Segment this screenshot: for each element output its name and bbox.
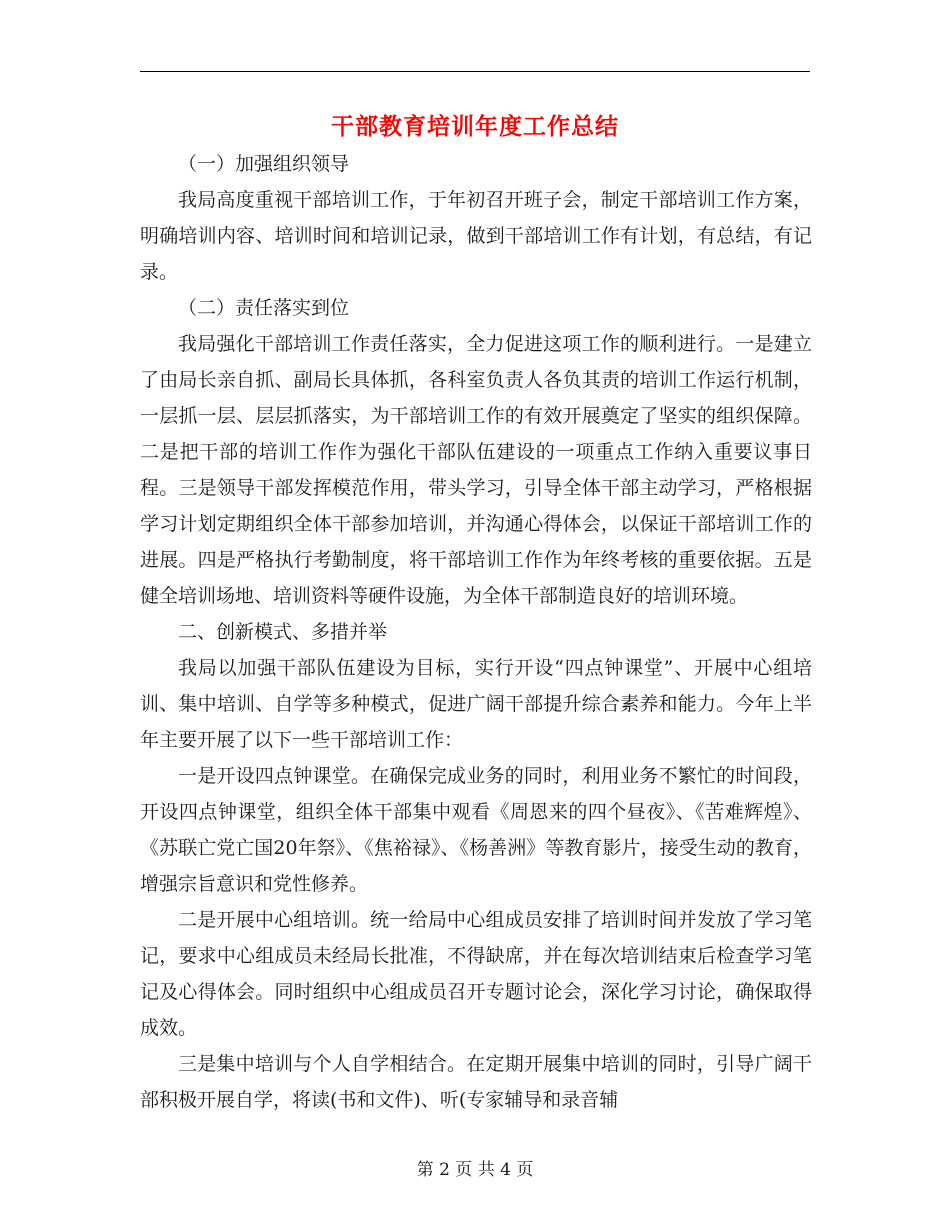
section-heading-2: （二）责任落实到位 — [178, 297, 350, 319]
section-heading-1: （一）加强组织领导 — [178, 153, 350, 175]
paragraph: 我局强化干部培训工作责任落实，全力促进这项工作的顺利进行。一是建立了由局长亲自抓、副局长具体抓，各科室负责人各负其责的培训工作运行机制，一层抓一层、层层抓落实，为干部培训工作的有效开展奠定了坚实的组织保障。二是把干部的培训工作作为强化干部队伍建设的一项重点工作纳入重要议事日程。三是领导干部发挥模范作用，带头学习，引导全体干部主动学习，严格根据学习计划定期组织全体干部参加培训，并沟通心得体会，以保证干部培训工作的进展。四是严格执行考勤制度，将干部培训工作作为年终考核的重要依据。五是健全培训场地、培训资料等硬件设施，为全体干部制造良好的培训环境。 — [140, 333, 812, 607]
paragraph: 我局高度重视干部培训工作，于年初召开班子会，制定干部培训工作方案，明确培训内容、培训时间和培训记录，做到干部培训工作有计划，有总结，有记录。 — [140, 189, 812, 283]
paragraph: 三是集中培训与个人自学相结合。在定期开展集中培训的同时，引导广阔干部积极开展自学，将读(书和文件)、听(专家辅导和录音辅 — [140, 1053, 812, 1111]
section-heading-3: 二、创新模式、多措并举 — [178, 621, 388, 643]
paragraph: 我局以加强干部队伍建设为目标，实行开设“四点钟课堂”、开展中心组培训、集中培训、自学等多种模式，促进广阔干部提升综合素养和能力。今年上半年主要开展了以下一些干部培训工作： — [140, 657, 812, 751]
document-body — [140, 146, 812, 1118]
page-number: 第 2 页 共 4 页 — [416, 1160, 534, 1180]
paragraph: 一是开设四点钟课堂。在确保完成业务的同时，利用业务不繁忙的时间段，开设四点钟课堂，组织全体干部集中观看《周恩来的四个昼夜》、《苦难辉煌》、《苏联亡党亡国20年祭》、《焦裕禄》、《杨善洲》等教育影片，接受生动的教育，增强宗旨意识和党性修养。 — [140, 765, 812, 895]
paragraph: 二是开展中心组培训。统一给局中心组成员安排了培训时间并发放了学习笔记，要求中心组成员未经局长批准，不得缺席，并在每次培训结束后检查学习笔记及心得体会。同时组织中心组成员召开专题讨论会，深化学习讨论，确保取得成效。 — [140, 909, 812, 1039]
document-title: 干部教育培训年度工作总结 — [331, 113, 619, 140]
header-rule — [140, 71, 810, 72]
